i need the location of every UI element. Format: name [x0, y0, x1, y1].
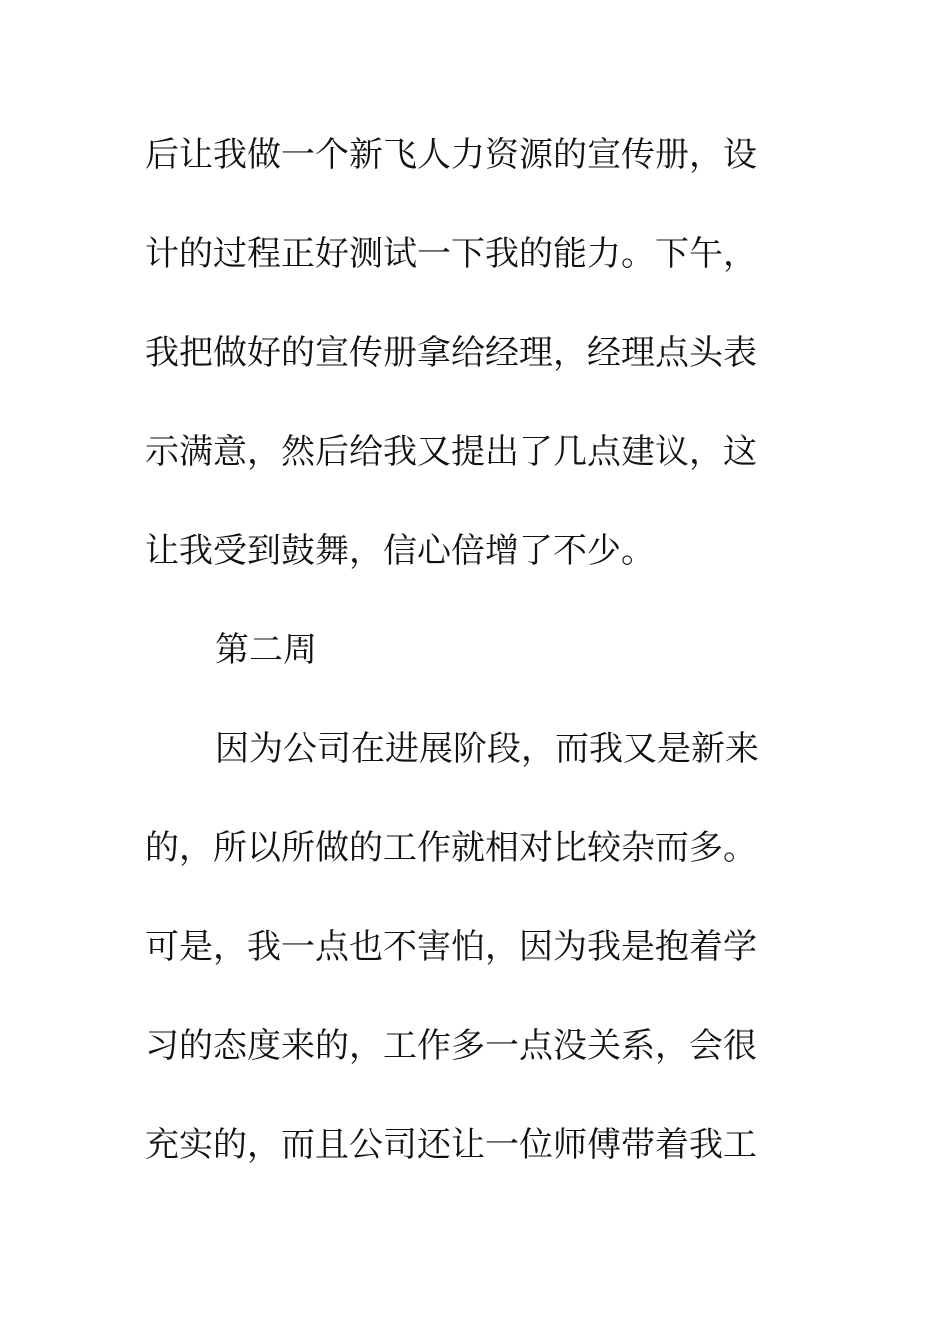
text-line: 可是，我一点也不害怕，因为我是抱着学 [145, 927, 757, 967]
text-line: 示满意，然后给我又提出了几点建议，这 [145, 432, 757, 472]
text-line: 的，所以所做的工作就相对比较杂而多。 [145, 828, 757, 868]
text-line: 我把做好的宣传册拿给经理，经理点头表 [145, 333, 757, 373]
paragraph-first-line: 因为公司在进展阶段，而我又是新来 [215, 729, 759, 769]
text-line: 习的态度来的，工作多一点没关系，会很 [145, 1026, 757, 1066]
section-heading: 第二周 [215, 630, 317, 670]
text-line: 后让我做一个新飞人力资源的宣传册，设 [145, 135, 757, 175]
text-line: 让我受到鼓舞，信心倍增了不少。 [145, 531, 655, 571]
text-line: 计的过程正好测试一下我的能力。下午， [145, 234, 757, 274]
text-line: 充实的，而且公司还让一位师傅带着我工 [145, 1125, 757, 1165]
